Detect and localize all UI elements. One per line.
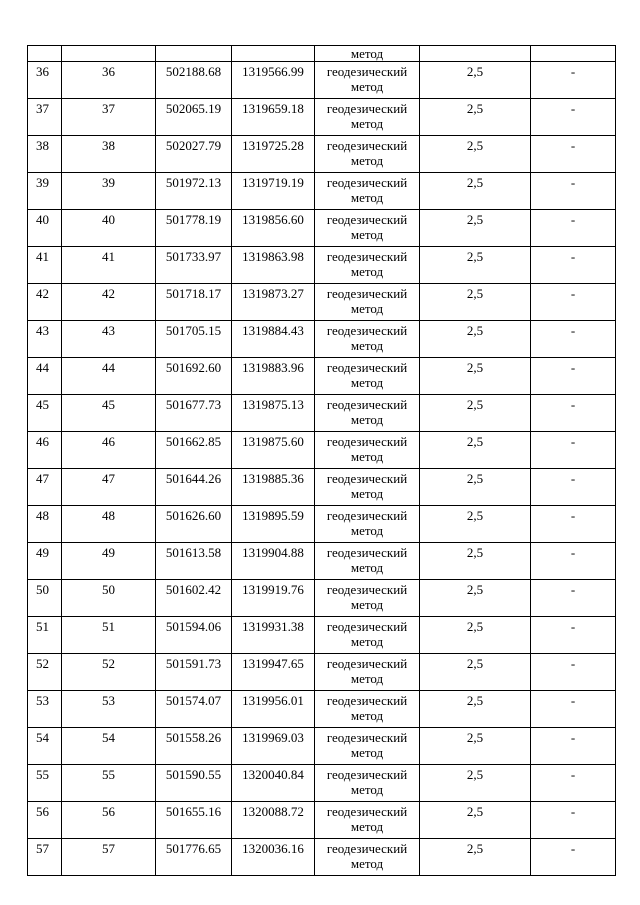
method-cell: метод <box>315 46 420 62</box>
point-number-cell: 56 <box>28 802 62 839</box>
x-coordinate-cell: 501626.60 <box>156 506 232 543</box>
y-coordinate-cell: 1320088.72 <box>232 802 315 839</box>
description-cell: - <box>531 654 616 691</box>
method-line-2: метод <box>350 227 384 242</box>
point-number-cell: 42 <box>28 284 62 321</box>
description-cell: - <box>531 543 616 580</box>
method-line-1: геодезический <box>326 767 408 782</box>
description-cell: - <box>531 617 616 654</box>
x-coordinate-cell: 501776.65 <box>156 839 232 876</box>
y-coordinate-cell: 1319883.96 <box>232 358 315 395</box>
method-cell <box>315 691 420 728</box>
method-cell <box>315 247 420 284</box>
accuracy-cell: 2,5 <box>420 284 531 321</box>
method-cell <box>315 728 420 765</box>
method-line-1: геодезический <box>326 508 408 523</box>
y-coordinate-cell: 1319725.28 <box>232 136 315 173</box>
x-coordinate-cell: 501778.19 <box>156 210 232 247</box>
method-line-1: геодезический <box>326 175 408 190</box>
description-cell: - <box>531 802 616 839</box>
table-row <box>28 321 616 358</box>
method-line-1: геодезический <box>326 64 408 79</box>
accuracy-cell: 2,5 <box>420 247 531 284</box>
table-row <box>28 580 616 617</box>
method-line-2: метод <box>350 375 384 390</box>
x-coordinate-cell: 501594.06 <box>156 617 232 654</box>
method-line-2: метод <box>350 708 384 723</box>
point-id-cell: 38 <box>62 136 156 173</box>
method-line-1: геодезический <box>326 360 408 375</box>
point-id-cell <box>62 46 156 62</box>
method-line-2: метод <box>350 301 384 316</box>
method-line-2: метод <box>350 819 384 834</box>
method-cell <box>315 395 420 432</box>
x-coordinate-cell: 501602.42 <box>156 580 232 617</box>
x-coordinate-cell: 501733.97 <box>156 247 232 284</box>
method-cell <box>315 358 420 395</box>
point-number-cell: 53 <box>28 691 62 728</box>
accuracy-cell: 2,5 <box>420 321 531 358</box>
method-cell <box>315 506 420 543</box>
method-cell <box>315 136 420 173</box>
method-line-1: геодезический <box>326 249 408 264</box>
point-id-cell: 48 <box>62 506 156 543</box>
point-number-cell: 50 <box>28 580 62 617</box>
table-row <box>28 765 616 802</box>
accuracy-cell: 2,5 <box>420 617 531 654</box>
method-line-2: метод <box>350 338 384 353</box>
method-cell <box>315 802 420 839</box>
method-line-1: геодезический <box>326 471 408 486</box>
method-line-2: метод <box>350 523 384 538</box>
method-cell <box>315 543 420 580</box>
coordinates-table <box>27 45 616 876</box>
point-id-cell: 54 <box>62 728 156 765</box>
x-coordinate-cell: 501591.73 <box>156 654 232 691</box>
method-line-2: метод <box>350 412 384 427</box>
description-cell: - <box>531 506 616 543</box>
table-row <box>28 654 616 691</box>
point-number-cell: 45 <box>28 395 62 432</box>
description-cell: - <box>531 358 616 395</box>
accuracy-cell: 2,5 <box>420 839 531 876</box>
x-coordinate-cell: 502027.79 <box>156 136 232 173</box>
y-coordinate-cell: 1320036.16 <box>232 839 315 876</box>
table-row <box>28 395 616 432</box>
table-row <box>28 358 616 395</box>
method-cell <box>315 654 420 691</box>
description-cell: - <box>531 765 616 802</box>
table-row <box>28 802 616 839</box>
y-coordinate-cell: 1319885.36 <box>232 469 315 506</box>
x-coordinate-cell: 502188.68 <box>156 62 232 99</box>
point-id-cell: 55 <box>62 765 156 802</box>
accuracy-cell: 2,5 <box>420 654 531 691</box>
description-cell: - <box>531 99 616 136</box>
y-coordinate-cell: 1319956.01 <box>232 691 315 728</box>
description-cell: - <box>531 580 616 617</box>
y-coordinate-cell: 1319919.76 <box>232 580 315 617</box>
table-row <box>28 210 616 247</box>
x-coordinate-cell: 501613.58 <box>156 543 232 580</box>
table-row <box>28 839 616 876</box>
x-coordinate-cell: 501662.85 <box>156 432 232 469</box>
description-cell: - <box>531 247 616 284</box>
point-id-cell: 50 <box>62 580 156 617</box>
point-id-cell: 44 <box>62 358 156 395</box>
method-line-1: геодезический <box>326 434 408 449</box>
y-coordinate-cell: 1319875.13 <box>232 395 315 432</box>
table-row <box>28 506 616 543</box>
y-coordinate-cell: 1319659.18 <box>232 99 315 136</box>
y-coordinate-cell: 1319904.88 <box>232 543 315 580</box>
table-row <box>28 432 616 469</box>
description-cell: - <box>531 469 616 506</box>
y-coordinate-cell <box>232 46 315 62</box>
method-line-1: геодезический <box>326 101 408 116</box>
y-coordinate-cell: 1319884.43 <box>232 321 315 358</box>
accuracy-cell: 2,5 <box>420 432 531 469</box>
table-row <box>28 247 616 284</box>
accuracy-cell: 2,5 <box>420 99 531 136</box>
description-cell: - <box>531 284 616 321</box>
point-id-cell: 37 <box>62 99 156 136</box>
point-id-cell: 45 <box>62 395 156 432</box>
method-line-2: метод <box>350 560 384 575</box>
accuracy-cell: 2,5 <box>420 469 531 506</box>
method-line-2: метод <box>350 486 384 501</box>
method-line-2: метод <box>350 745 384 760</box>
description-cell: - <box>531 210 616 247</box>
point-id-cell: 53 <box>62 691 156 728</box>
x-coordinate-cell: 501655.16 <box>156 802 232 839</box>
method-line-1: геодезический <box>326 804 408 819</box>
point-number-cell: 49 <box>28 543 62 580</box>
accuracy-cell: 2,5 <box>420 358 531 395</box>
method-line-1: геодезический <box>326 138 408 153</box>
table-row <box>28 617 616 654</box>
y-coordinate-cell: 1319719.19 <box>232 173 315 210</box>
method-cell <box>315 432 420 469</box>
method-line-1: геодезический <box>326 619 408 634</box>
point-id-cell: 49 <box>62 543 156 580</box>
accuracy-cell <box>420 46 531 62</box>
method-line-2: метод <box>350 449 384 464</box>
table-row <box>28 173 616 210</box>
method-line-1: геодезический <box>326 212 408 227</box>
x-coordinate-cell: 501677.73 <box>156 395 232 432</box>
method-line-1: геодезический <box>326 286 408 301</box>
point-number-cell <box>28 46 62 62</box>
method-cell <box>315 839 420 876</box>
table-row <box>28 136 616 173</box>
point-number-cell: 52 <box>28 654 62 691</box>
accuracy-cell: 2,5 <box>420 395 531 432</box>
method-line-2: метод <box>350 856 384 871</box>
accuracy-cell: 2,5 <box>420 62 531 99</box>
x-coordinate-cell: 501692.60 <box>156 358 232 395</box>
x-coordinate-cell: 501705.15 <box>156 321 232 358</box>
accuracy-cell: 2,5 <box>420 136 531 173</box>
x-coordinate-cell: 501558.26 <box>156 728 232 765</box>
method-line-1: геодезический <box>326 693 408 708</box>
point-number-cell: 55 <box>28 765 62 802</box>
y-coordinate-cell: 1319875.60 <box>232 432 315 469</box>
point-number-cell: 44 <box>28 358 62 395</box>
accuracy-cell: 2,5 <box>420 802 531 839</box>
point-id-cell: 52 <box>62 654 156 691</box>
method-cell <box>315 469 420 506</box>
method-cell <box>315 617 420 654</box>
method-line-2: метод <box>350 634 384 649</box>
description-cell: - <box>531 62 616 99</box>
accuracy-cell: 2,5 <box>420 765 531 802</box>
y-coordinate-cell: 1319947.65 <box>232 654 315 691</box>
accuracy-cell: 2,5 <box>420 506 531 543</box>
continuation-row <box>28 46 616 62</box>
point-number-cell: 37 <box>28 99 62 136</box>
method-cell <box>315 62 420 99</box>
point-number-cell: 43 <box>28 321 62 358</box>
method-line-1: геодезический <box>326 397 408 412</box>
table-row <box>28 99 616 136</box>
accuracy-cell: 2,5 <box>420 210 531 247</box>
point-number-cell: 40 <box>28 210 62 247</box>
point-number-cell: 47 <box>28 469 62 506</box>
x-coordinate-cell: 501590.55 <box>156 765 232 802</box>
table-row <box>28 284 616 321</box>
y-coordinate-cell: 1319863.98 <box>232 247 315 284</box>
point-id-cell: 56 <box>62 802 156 839</box>
table-row <box>28 691 616 728</box>
point-number-cell: 41 <box>28 247 62 284</box>
point-number-cell: 36 <box>28 62 62 99</box>
y-coordinate-cell: 1319895.59 <box>232 506 315 543</box>
description-cell: - <box>531 728 616 765</box>
description-cell: - <box>531 136 616 173</box>
description-cell: - <box>531 839 616 876</box>
accuracy-cell: 2,5 <box>420 543 531 580</box>
x-coordinate-cell <box>156 46 232 62</box>
y-coordinate-cell: 1319873.27 <box>232 284 315 321</box>
table-row <box>28 543 616 580</box>
method-line-1: геодезический <box>326 730 408 745</box>
method-line-2: метод <box>350 597 384 612</box>
method-line-1: геодезический <box>326 656 408 671</box>
table-body <box>28 46 616 876</box>
accuracy-cell: 2,5 <box>420 691 531 728</box>
point-id-cell: 51 <box>62 617 156 654</box>
point-id-cell: 40 <box>62 210 156 247</box>
method-line-2: метод <box>350 264 384 279</box>
point-number-cell: 48 <box>28 506 62 543</box>
method-cell <box>315 580 420 617</box>
y-coordinate-cell: 1319856.60 <box>232 210 315 247</box>
method-line-2: метод <box>350 79 384 94</box>
method-line-1: геодезический <box>326 323 408 338</box>
method-line-2: метод <box>350 153 384 168</box>
accuracy-cell: 2,5 <box>420 173 531 210</box>
method-cell <box>315 210 420 247</box>
x-coordinate-cell: 501972.13 <box>156 173 232 210</box>
y-coordinate-cell: 1319931.38 <box>232 617 315 654</box>
method-line-2: метод <box>350 671 384 686</box>
y-coordinate-cell: 1320040.84 <box>232 765 315 802</box>
point-number-cell: 39 <box>28 173 62 210</box>
method-cell <box>315 284 420 321</box>
method-line-2: метод <box>350 782 384 797</box>
accuracy-cell: 2,5 <box>420 728 531 765</box>
point-id-cell: 46 <box>62 432 156 469</box>
x-coordinate-cell: 501718.17 <box>156 284 232 321</box>
table-row <box>28 728 616 765</box>
method-cell <box>315 321 420 358</box>
method-line-1: геодезический <box>326 582 408 597</box>
description-cell: - <box>531 432 616 469</box>
description-cell: - <box>531 395 616 432</box>
point-id-cell: 57 <box>62 839 156 876</box>
table-row <box>28 469 616 506</box>
x-coordinate-cell: 502065.19 <box>156 99 232 136</box>
description-cell <box>531 46 616 62</box>
point-number-cell: 46 <box>28 432 62 469</box>
method-line-1: геодезический <box>326 841 408 856</box>
description-cell: - <box>531 173 616 210</box>
point-number-cell: 38 <box>28 136 62 173</box>
point-number-cell: 54 <box>28 728 62 765</box>
method-cell <box>315 173 420 210</box>
point-id-cell: 36 <box>62 62 156 99</box>
point-id-cell: 42 <box>62 284 156 321</box>
method-line-2: метод <box>350 190 384 205</box>
point-number-cell: 57 <box>28 839 62 876</box>
x-coordinate-cell: 501644.26 <box>156 469 232 506</box>
description-cell: - <box>531 691 616 728</box>
method-cell <box>315 765 420 802</box>
method-line-1: геодезический <box>326 545 408 560</box>
point-id-cell: 47 <box>62 469 156 506</box>
method-cell <box>315 99 420 136</box>
point-id-cell: 39 <box>62 173 156 210</box>
x-coordinate-cell: 501574.07 <box>156 691 232 728</box>
y-coordinate-cell: 1319969.03 <box>232 728 315 765</box>
point-id-cell: 41 <box>62 247 156 284</box>
accuracy-cell: 2,5 <box>420 580 531 617</box>
point-id-cell: 43 <box>62 321 156 358</box>
point-number-cell: 51 <box>28 617 62 654</box>
y-coordinate-cell: 1319566.99 <box>232 62 315 99</box>
method-line-2: метод <box>350 116 384 131</box>
description-cell: - <box>531 321 616 358</box>
table-row <box>28 62 616 99</box>
